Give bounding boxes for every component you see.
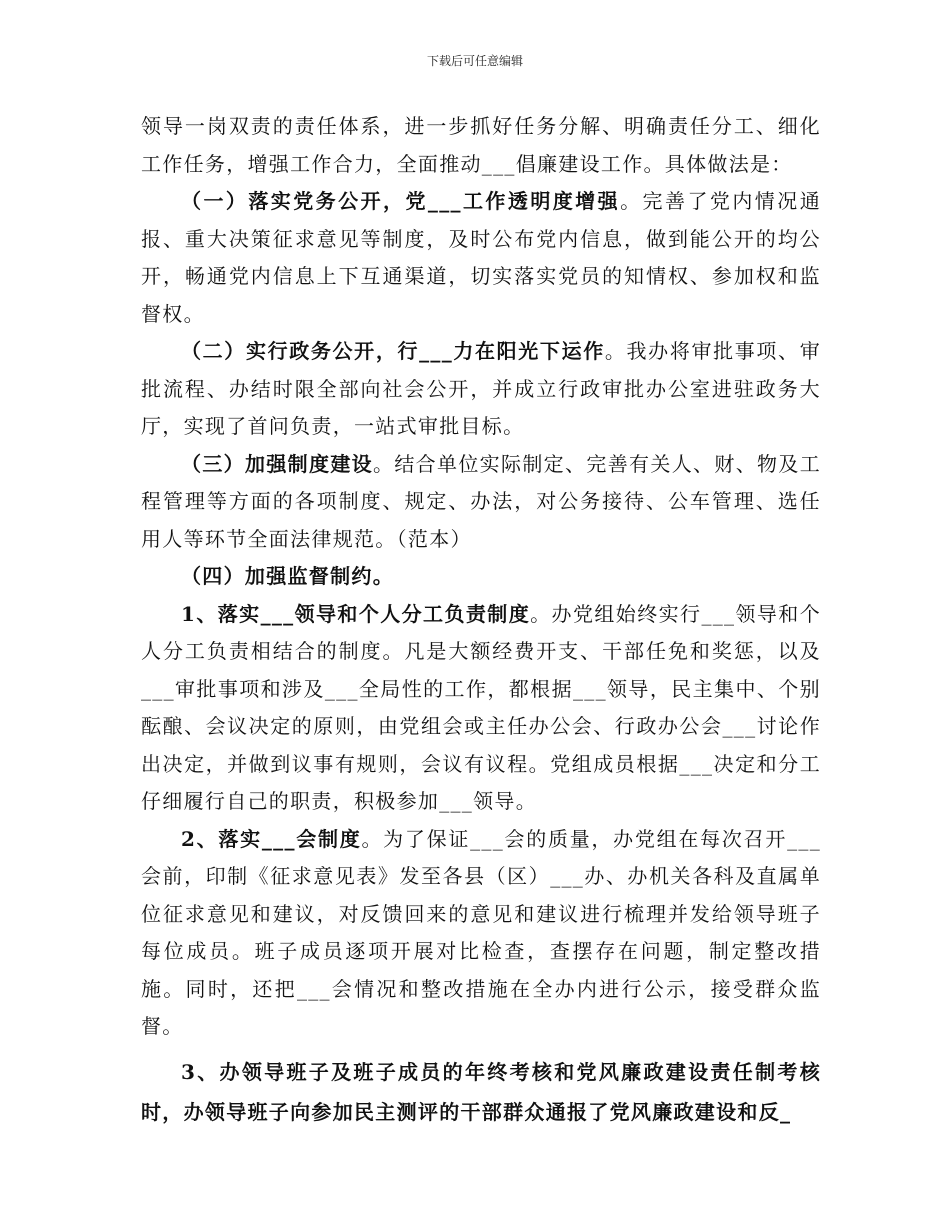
paragraph-1-text: 。完善了党内情况通报、重大决策征求意见等制度，及时公布党内信息，做到能公开的均公开，畅通党内信息上下互通渠道，切实落实党员的知情权、参加权和监督权。: [141, 189, 821, 326]
paragraph-6: [141, 821, 821, 1046]
paragraph-3: [141, 446, 821, 559]
paragraph-1: [141, 183, 821, 333]
paragraph-5-text: 。办党组始终实行___领导和个人分工负责相结合的制度。凡是大额经费开支、干部任免和奖惩，以及___审批事项和涉及___全局性的工作，都根据___领导，民主集中、个别酝酿、会议决定的原则，由党组会或主任办公会、行政办公会___讨论作出决定，并做到议事有规则，会议有议程。党组成员根据___决定和分工仔细履行自己的职责，积极参加___领导。: [141, 601, 821, 813]
paragraph-0-text: 领导一岗双责的责任体系，进一步抓好任务分解、明确责任分工、细化工作任务，增强工作合力，全面推动___倡廉建设工作。具体做法是：: [141, 114, 821, 176]
paragraph-2: [141, 333, 821, 446]
paragraph-7-text: 3、办领导班子及班子成员的年终考核和党风廉政建设责任制考核时，办领导班子向参加民主测评的干部群众通报了党风廉政建设和反_: [141, 1059, 821, 1124]
paragraph-0: [141, 108, 821, 183]
document-body: [141, 108, 821, 1132]
paragraph-2-heading: （二）实行政务公开，行___力在阳光下运作: [181, 339, 605, 363]
paragraph-3-heading: （三）加强制度建设: [181, 451, 374, 476]
paragraph-5: [141, 596, 821, 821]
paragraph-6-text: 。为了保证___会的质量，办党组在每次召开___会前，印制《征求意见表》发至各县（区）___办、办机关各科及直属单位征求意见和建议，对反馈回来的意见和建议进行梳理并发给领导班子每位成员。班子成员逐项开展对比检查，查摆存在问题，制定整改措施。同时，还把___会情况和整改措施在全办内进行公示，接受群众监督。: [141, 826, 821, 1038]
paragraph-1-heading: （一）落实党务公开，党___工作透明度增强: [181, 189, 621, 213]
paragraph-7: [141, 1052, 821, 1132]
paragraph-5-heading: 1、落实___领导和个人分工负责制度: [181, 601, 531, 626]
paragraph-3-text: 。结合单位实际制定、完善有关人、财、物及工程管理等方面的各项制度、规定、办法，对公务接待、公车管理、选任用人等环节全面法律规范。（范本）: [141, 451, 821, 551]
page-header: 下载后可任意编辑: [426, 54, 523, 68]
paragraph-4-heading: （四）加强监督制约。: [181, 564, 394, 588]
paragraph-2-text: 。我办将审批事项、审批流程、办结时限全部向社会公开，并成立行政审批办公室进驻政务大厅，实现了首问负责，一站式审批目标。: [141, 339, 821, 438]
paragraph-4: [141, 558, 821, 596]
paragraph-6-heading: 2、落实___会制度: [181, 826, 362, 851]
